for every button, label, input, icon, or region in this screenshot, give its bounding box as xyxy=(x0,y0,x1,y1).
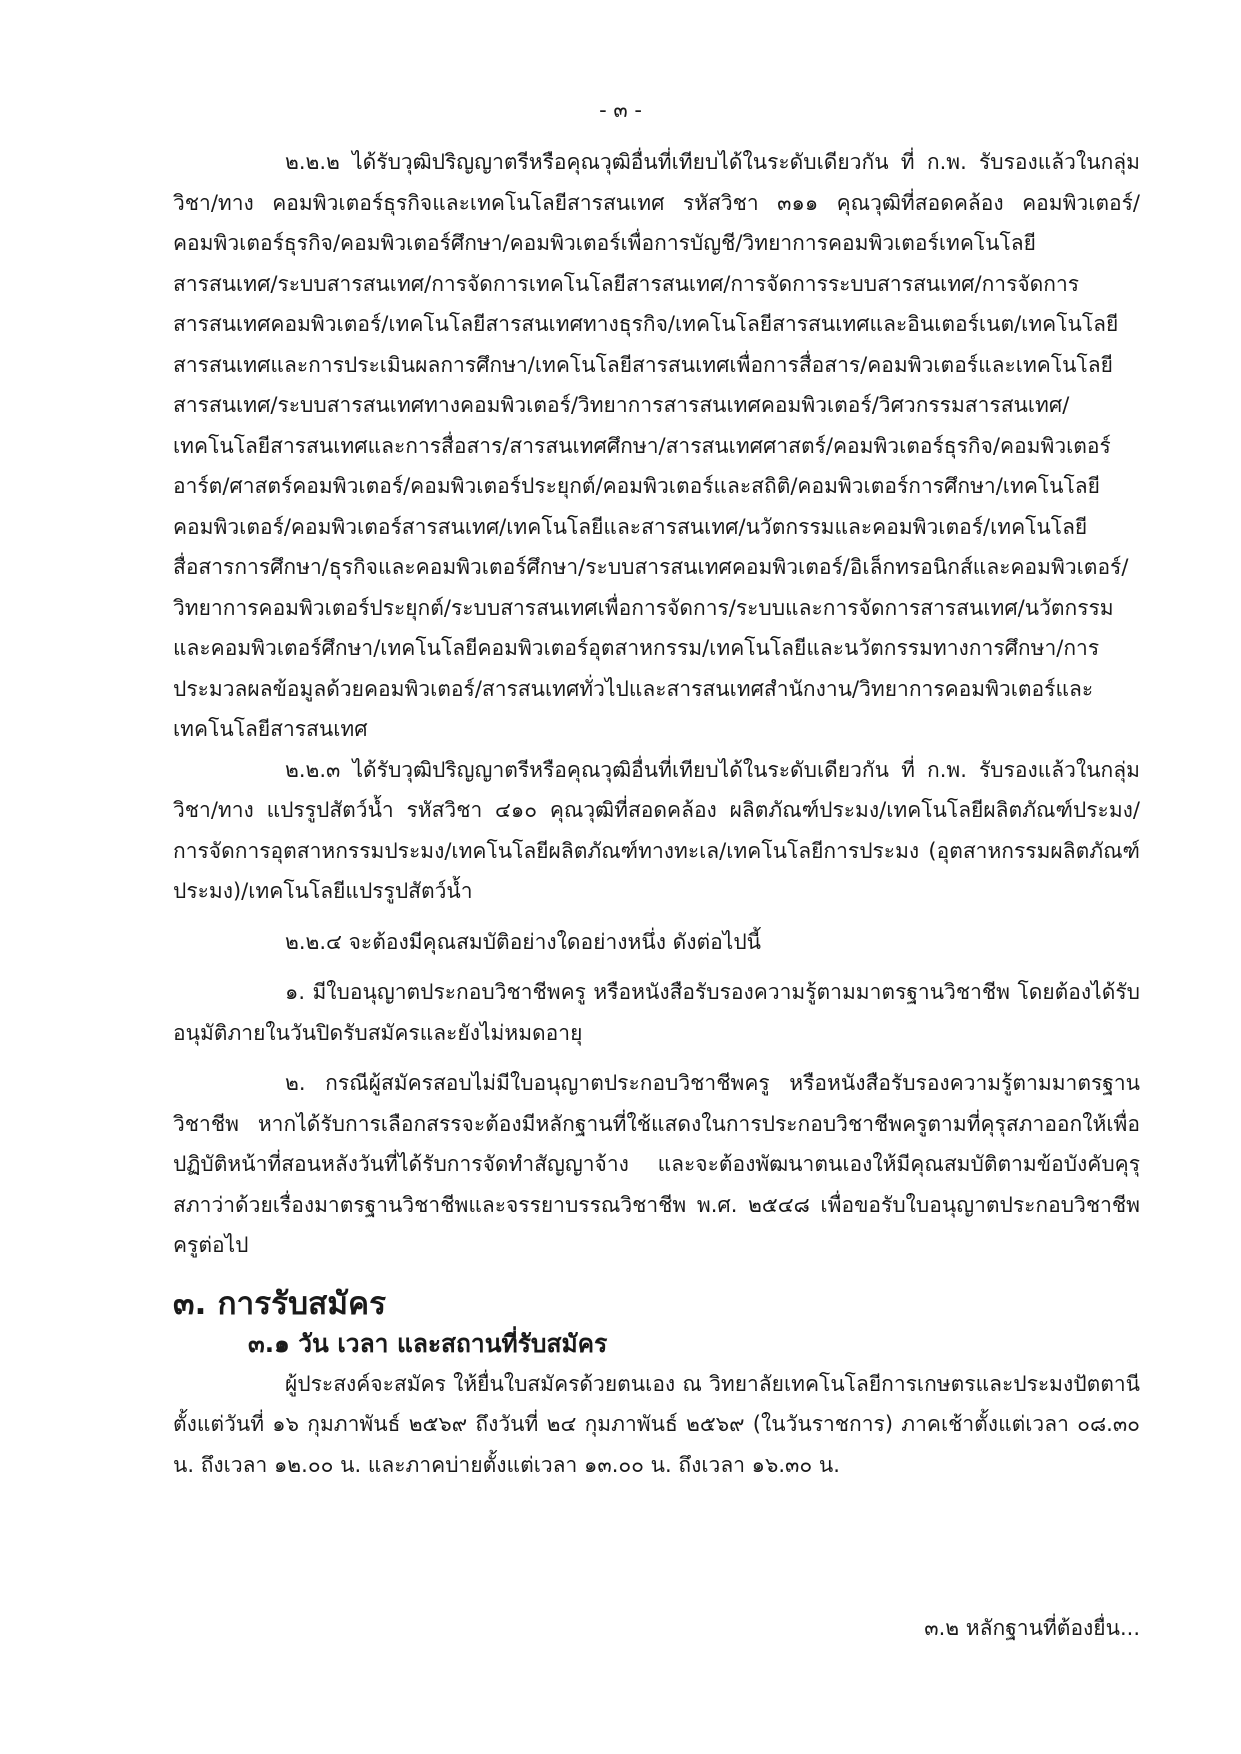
paragraph-2-2-2: ๒.๒.๒ ได้รับวุฒิปริญญาตรีหรือคุณวุฒิอื่นที่เทียบได้ในระดับเดียวกัน ที่ ก.พ. รับรองแล้วในกลุ่มวิชา/ทาง คอมพิวเตอร์ธุรกิจและเทคโนโลยีสารสนเทศ รหัสวิชา ๓๑๑ คุณวุฒิที่สอดคล้อง คอมพิวเตอร์/คอมพิวเตอร์ธุรกิจ/คอมพิวเตอร์ศึกษา/คอมพิวเตอร์เพื่อการบัญชี/วิทยาการคอมพิวเตอร์เทคโนโลยีสารสนเทศ/ระบบสารสนเทศ/การจัดการเทคโนโลยีสารสนเทศ/การจัดการระบบสารสนเทศ/การจัดการสารสนเทศคอมพิวเตอร์/เทคโนโลยีสารสนเทศทางธุรกิจ/เทคโนโลยีสารสนเทศและอินเตอร์เนต/เทคโนโลยีสารสนเทศและการประเมินผลการศึกษา/เทคโนโลยีสารสนเทศเพื่อการสื่อสาร/คอมพิวเตอร์และเทคโนโลยีสารสนเทศ/ระบบสารสนเทศทางคอมพิวเตอร์/วิทยาการสารสนเทศคอมพิวเตอร์/วิศวกรรมสารสนเทศ/เทคโนโลยีสารสนเทศและการสื่อสาร/สารสนเทศศึกษา/สารสนเทศศาสตร์/คอมพิวเตอร์ธุรกิจ/คอมพิวเตอร์อาร์ต/ศาสตร์คอมพิวเตอร์/คอมพิวเตอร์ประยุกต์/คอมพิวเตอร์และสถิติ/คอมพิวเตอร์การศึกษา/เทคโนโลยีคอมพิวเตอร์/คอมพิวเตอร์สารสนเทศ/เทคโนโลยีและสารสนเทศ/นวัตกรรมและคอมพิวเตอร์/เทคโนโลยีสื่อสารการศึกษา/ธุรกิจและคอมพิวเตอร์ศึกษา/ระบบสารสนเทศคอมพิวเตอร์/อิเล็กทรอนิกส์และคอมพิวเตอร์/วิทยาการคอมพิวเตอร์ประยุกต์/ระบบสารสนเทศเพื่อการจัดการ/ระบบและการจัดการสารสนเทศ/นวัตกรรมและคอมพิวเตอร์ศึกษา/เทคโนโลยีคอมพิวเตอร์อุตสาหกรรม/เทคโนโลยีและนวัตกรรมทางการศึกษา/การประมวลผลข้อมูลด้วยคอมพิวเตอร์/สารสนเทศทั่วไปและสารสนเทศสำนักงาน/วิทยาการคอมพิวเตอร์และเทคโนโลยีสารสนเทศ xyxy=(173,150,1140,741)
page-number: - ๓ - xyxy=(599,98,642,122)
next-page-hint: ๓.๒ หลักฐานที่ต้องยื่น... xyxy=(924,1616,1140,1640)
list-item-1: ๑. มีใบอนุญาตประกอบวิชาชีพครู หรือหนังสือรับรองความรู้ตามมาตรฐานวิชาชีพ โดยต้องได้รับอนุมัติภายในวันปิดรับสมัครและยังไม่หมดอายุ xyxy=(173,980,1140,1045)
paragraph-2-2-3: ๒.๒.๓ ได้รับวุฒิปริญญาตรีหรือคุณวุฒิอื่นที่เทียบได้ในระดับเดียวกัน ที่ ก.พ. รับรองแล้วในกลุ่มวิชา/ทาง แปรรูปสัตว์น้ำ รหัสวิชา ๔๑๐ คุณวุฒิที่สอดคล้อง ผลิตภัณฑ์ประมง/เทคโนโลยีผลิตภัณฑ์ประมง/การจัดการอุตสาหกรรมประมง/เทคโนโลยีผลิตภัณฑ์ทางทะเล/เทคโนโลยีการประมง (อุตสาหกรรมผลิตภัณฑ์ประมง)/เทคโนโลยีแปรรูปสัตว์น้ำ xyxy=(173,757,1140,903)
paragraph-2-2-4: ๒.๒.๔ จะต้องมีคุณสมบัติอย่างใดอย่างหนึ่ง ดังต่อไปนี้ xyxy=(285,929,762,954)
section-3-heading: ๓. การรับสมัคร xyxy=(173,1285,387,1322)
document-body xyxy=(173,142,1140,1485)
section-3-1-heading: ๓.๑ วัน เวลา และสถานที่รับสมัคร xyxy=(248,1328,608,1358)
paragraph-3-1: ผู้ประสงค์จะสมัคร ให้ยื่นใบสมัครด้วยตนเอง ณ วิทยาลัยเทคโนโลยีการเกษตรและประมงปัตตานี ตั้งแต่วันที่ ๑๖ กุมภาพันธ์ ๒๕๖๙ ถึงวันที่ ๒๔ กุมภาพันธ์ ๒๕๖๙ (ในวันราชการ) ภาคเช้าตั้งแต่เวลา ๐๘.๓๐ น. ถึงเวลา ๑๒.๐๐ น. และภาคบ่ายตั้งแต่เวลา ๑๓.๐๐ น. ถึงเวลา ๑๖.๓๐ น. xyxy=(173,1371,1140,1477)
list-item-2: ๒. กรณีผู้สมัครสอบไม่มีใบอนุญาตประกอบวิชาชีพครู หรือหนังสือรับรองความรู้ตามมาตรฐานวิชาชีพ หากได้รับการเลือกสรรจะต้องมีหลักฐานที่ใช้แสดงในการประกอบวิชาชีพครูตามที่คุรุสภาออกให้เพื่อปฏิบัติหน้าที่สอนหลังวันที่ได้รับการจัดทำสัญญาจ้าง และจะต้องพัฒนาตนเองให้มีคุณสมบัติตามข้อบังคับคุรุสภาว่าด้วยเรื่องมาตรฐานวิชาชีพและจรรยาบรรณวิชาชีพ พ.ศ. ๒๕๔๘ เพื่อขอรับใบอนุญาตประกอบวิชาชีพครูต่อไป xyxy=(173,1071,1140,1257)
